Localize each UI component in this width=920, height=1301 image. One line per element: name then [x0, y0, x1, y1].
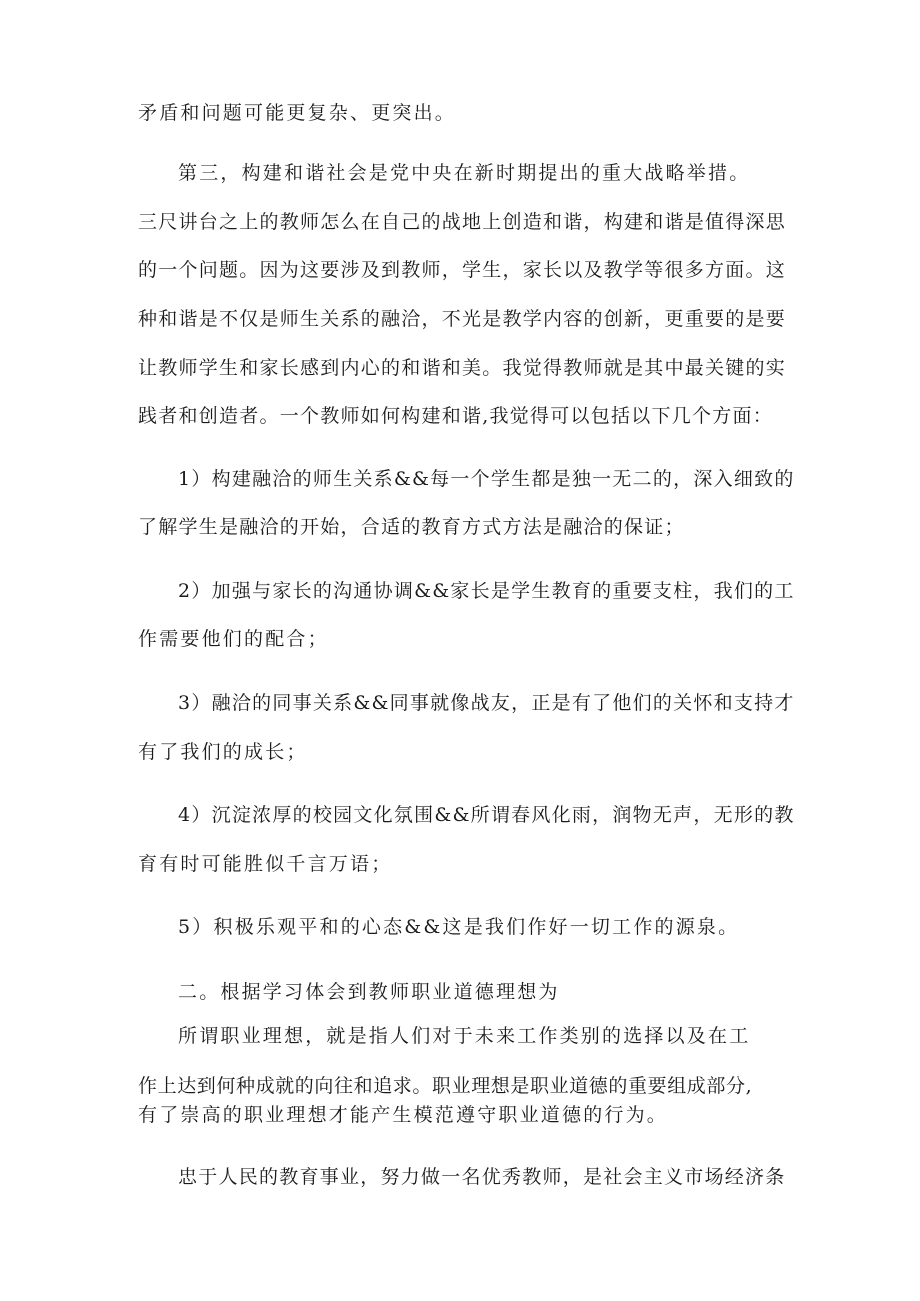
text-line: 4）沉淀浓厚的校园文化氛围&&所谓春风化雨，润物无声，无形的教: [178, 804, 795, 826]
text-line: 三尺讲台之上的教师怎么在自己的战地上创造和谐，构建和谐是值得深思: [138, 211, 787, 233]
text-line: 作上达到何种成就的向往和追求。职业理想是职业道德的重要组成部分,: [138, 1075, 753, 1097]
text-line: 1）构建融洽的师生关系&&每一个学生都是独一无二的，深入细致的: [178, 468, 795, 490]
text-line: 忠于人民的教育事业，努力做一名优秀教师，是社会主义市场经济条: [178, 1166, 786, 1188]
text-line: 让教师学生和家长感到内心的和谐和美。我觉得教师就是其中最关键的实: [138, 357, 787, 379]
text-line: 所谓职业理想，就是指人们对于未来工作类别的选择以及在工: [178, 1025, 751, 1047]
text-line: 2）加强与家长的沟通协调&&家长是学生教育的重要支柱，我们的工: [178, 580, 795, 602]
text-line: 矛盾和问题可能更复杂、更突出。: [138, 102, 457, 124]
text-line: 3）融洽的同事关系&&同事就像战友，正是有了他们的关怀和支持才: [178, 692, 795, 714]
text-line: 的一个问题。因为这要涉及到教师，学生，家长以及教学等很多方面。这: [138, 259, 787, 281]
text-line: 二。根据学习体会到教师职业道德理想为: [178, 981, 560, 1003]
text-line: 5）积极乐观平和的心态&&这是我们作好一切工作的源泉。: [178, 916, 740, 938]
text-line: 了解学生是融洽的开始，合适的教育方式方法是融洽的保证；: [138, 516, 685, 538]
text-line: 有了崇高的职业理想才能产生模范遵守职业道德的行为。: [138, 1104, 669, 1126]
text-line: 践者和创造者。一个教师如何构建和谐,我觉得可以包括以下几个方面：: [138, 405, 774, 427]
text-line: 作需要他们的配合；: [138, 628, 329, 650]
text-line: 第三，构建和谐社会是党中央在新时期提出的重大战略举措。: [178, 162, 751, 184]
text-line: 育有时可能胜似千言万语；: [138, 853, 393, 875]
text-line: 种和谐是不仅是师生关系的融洽，不光是教学内容的创新，更重要的是要: [138, 308, 787, 330]
text-line: 有了我们的成长；: [138, 741, 308, 763]
